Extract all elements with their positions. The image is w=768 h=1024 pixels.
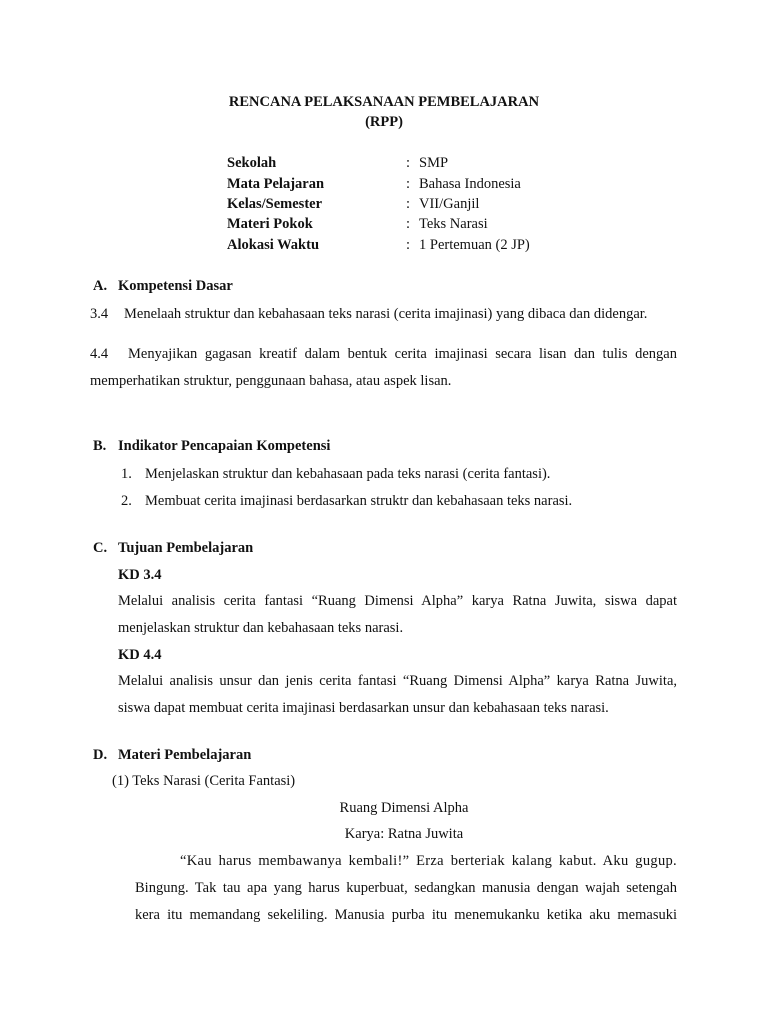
paragraph-line: Melalui analisis cerita fantasi “Ruang Dimensi Alpha” karya Ratna Juwita, siswa dapat	[118, 593, 677, 609]
kd-text-continued: memperhatikan struktur, penggunaan bahasa, atau aspek lisan.	[90, 373, 452, 389]
identity-separator: :	[406, 216, 411, 232]
section-heading-indikator: Indikator Pencapaian Kompetensi	[118, 438, 331, 454]
section-letter: C.	[93, 540, 108, 556]
document-subtitle: (RPP)	[365, 114, 403, 130]
document-title: RENCANA PELAKSANAAN PEMBELAJARAN	[228, 94, 540, 110]
paragraph-line: siswa dapat membuat cerita imajinasi berdasarkan unsur dan kebahasaan teks narasi.	[118, 700, 609, 716]
identity-separator: :	[406, 176, 411, 192]
list-item: Menjelaskan struktur dan kebahasaan pada teks narasi (cerita fantasi).	[145, 466, 551, 482]
identity-value: Teks Narasi	[419, 216, 488, 232]
story-title: Ruang Dimensi Alpha	[339, 800, 469, 816]
identity-label: Mata Pelajaran	[227, 176, 325, 192]
identity-label: Sekolah	[227, 155, 277, 171]
identity-separator: :	[406, 155, 411, 171]
section-heading-materi: Materi Pembelajaran	[118, 747, 252, 763]
identity-separator: :	[406, 237, 411, 253]
paragraph-line: Melalui analisis unsur dan jenis cerita fantasi “Ruang Dimensi Alpha” karya Ratna Juwita,	[118, 673, 677, 689]
identity-label: Kelas/Semester	[227, 196, 323, 212]
materi-item: (1) Teks Narasi (Cerita Fantasi)	[112, 773, 296, 789]
section-heading-tujuan: Tujuan Pembelajaran	[118, 540, 254, 556]
list-item: Membuat cerita imajinasi berdasarkan struktr dan kebahasaan teks narasi.	[145, 493, 573, 509]
section-letter: D.	[93, 747, 108, 763]
section-letter: A.	[93, 278, 108, 294]
kd-text: Menyajikan gagasan kreatif dalam bentuk cerita imajinasi secara lisan dan tulis dengan	[128, 346, 677, 362]
identity-value: 1 Pertemuan (2 JP)	[419, 237, 530, 253]
list-number: 1.	[121, 466, 132, 482]
list-number: 2.	[121, 493, 132, 509]
identity-label: Materi Pokok	[227, 216, 313, 232]
identity-value: VII/Ganjil	[419, 196, 480, 212]
identity-separator: :	[406, 196, 411, 212]
kd-number: 4.4	[90, 346, 109, 362]
section-letter: B.	[93, 438, 107, 454]
kd-label: KD 4.4	[118, 647, 162, 663]
kd-text: Menelaah struktur dan kebahasaan teks narasi (cerita imajinasi) yang dibaca dan didengar.	[124, 306, 648, 322]
identity-value: SMP	[419, 155, 449, 171]
story-author: Karya: Ratna Juwita	[344, 826, 464, 842]
story-text-line: “Kau harus membawanya kembali!” Erza berteriak kalang kabut. Aku gugup.	[180, 853, 677, 869]
paragraph-line: menjelaskan struktur dan kebahasaan teks narasi.	[118, 620, 404, 636]
section-heading-kompetensi-dasar: Kompetensi Dasar	[118, 278, 233, 294]
identity-label: Alokasi Waktu	[227, 237, 320, 253]
kd-number: 3.4	[90, 306, 109, 322]
story-text-line: Bingung. Tak tau apa yang harus kuperbuat, sedangkan manusia dengan wajah setengah	[135, 880, 677, 896]
identity-value: Bahasa Indonesia	[419, 176, 521, 192]
kd-label: KD 3.4	[118, 567, 162, 583]
story-text-line: kera itu memandang sekeliling. Manusia purba itu menemukanku ketika aku memasuki	[135, 907, 677, 923]
